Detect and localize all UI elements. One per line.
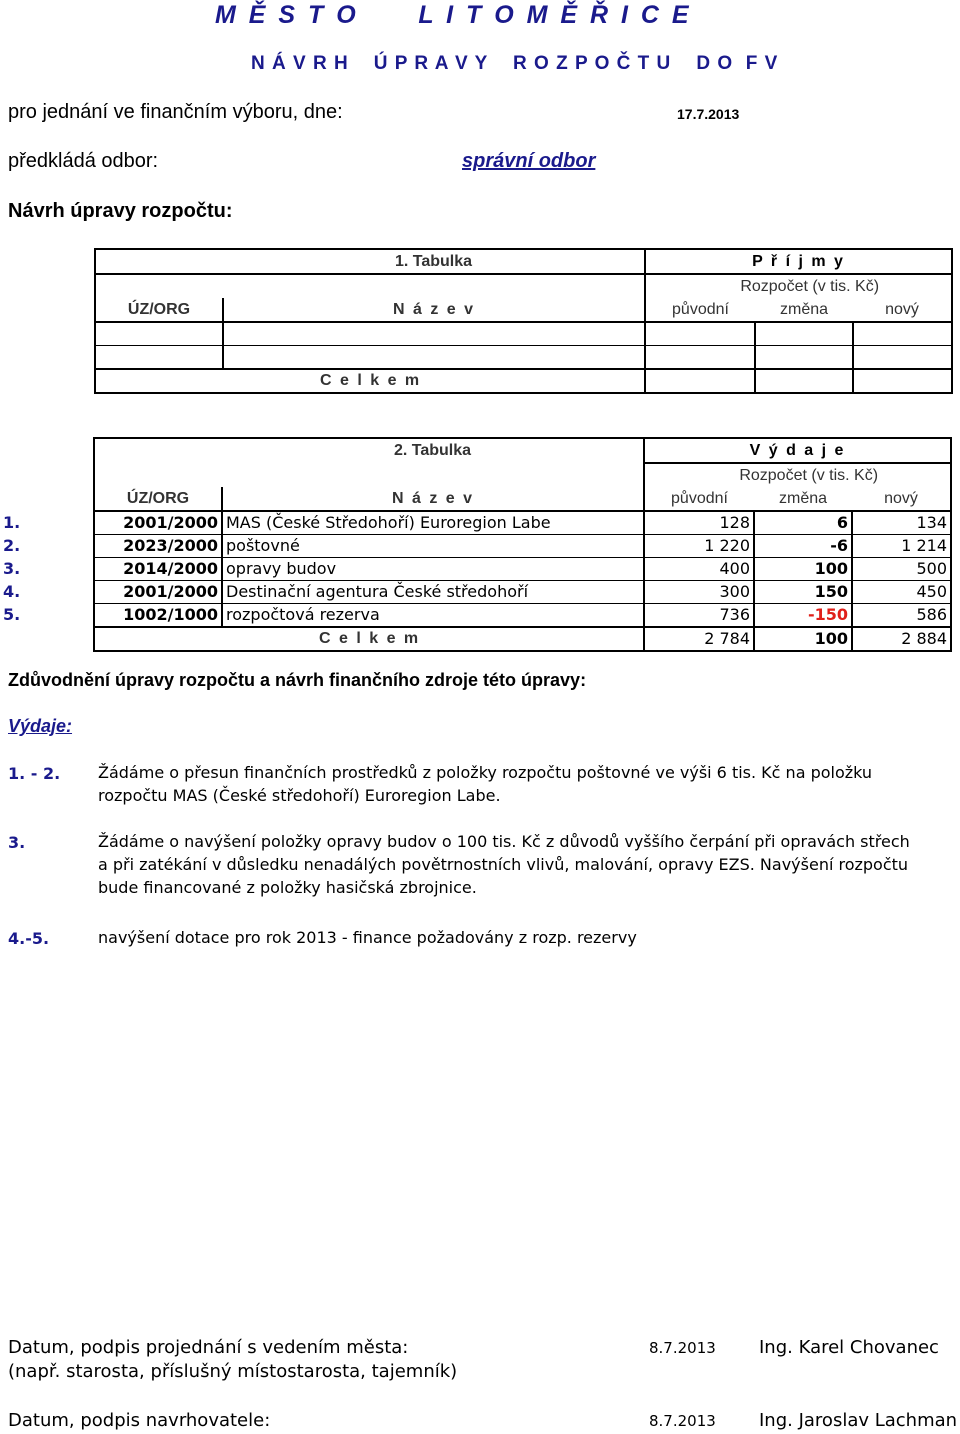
- row-number: 1.: [3, 512, 21, 532]
- item-text: Žádáme o přesun finančních prostředků z položky rozpočtu poštovné ve výši 6 tis. Kč na položku rozpočtu MAS (České středohoří) Euroregion Labe.: [98, 763, 873, 805]
- submitter-department: správní odbor: [462, 150, 596, 172]
- table1-section: P ř í j m y: [645, 249, 952, 274]
- item-number: 1. - 2.: [8, 764, 61, 783]
- table1-col-uz: ÚZ/ORG: [95, 298, 223, 322]
- table2-section: V ý d a j e: [644, 438, 951, 463]
- table-row: [0, 511, 951, 535]
- row-new: 134: [852, 511, 951, 535]
- row-change: 100: [754, 558, 852, 581]
- row-number: 2.: [3, 536, 21, 555]
- table2-col-uz: ÚZ/ORG: [94, 487, 222, 511]
- row-change: 6: [754, 511, 852, 535]
- row-change: -6: [754, 535, 852, 558]
- item-text: navýšení dotace pro rok 2013 - finance požadovány z rozp. rezervy: [98, 928, 637, 947]
- table1-col-new: nový: [853, 298, 952, 322]
- signature1-label: Datum, podpis projednání s vedením města:: [8, 1337, 409, 1358]
- row-original: 128: [644, 511, 754, 535]
- row-original: 736: [644, 604, 754, 628]
- item-number: 3.: [8, 833, 26, 852]
- row-original: 400: [644, 558, 754, 581]
- row-new: 586: [852, 604, 951, 628]
- proposal-heading: Návrh úpravy rozpočtu:: [8, 200, 233, 222]
- signature2-label: Datum, podpis navrhovatele:: [8, 1410, 271, 1431]
- meeting-date: 17.7.2013: [677, 106, 740, 122]
- item-text: Žádáme o navýšení položky opravy budov o 100 tis. Kč z důvodů vyššího čerpání při opravách střech a při zatékání v důsledku nenadálých povětrnostních vlivů, malování, opravy EZS. Navýšení rozpočtu bude financované z položky hasičská zbrojnice.: [98, 832, 910, 897]
- row-code: 2023/2000: [94, 535, 222, 558]
- document-subtitle: N Á V R H Ú P R A V Y R O Z P O Č T U D O F V: [251, 53, 779, 74]
- row-code: 1002/1000: [94, 604, 222, 628]
- item-number: 4.-5.: [8, 929, 50, 948]
- row-new: 450: [852, 581, 951, 604]
- table2-total-new: 2 884: [852, 627, 951, 651]
- row-name: MAS (České Středohoří) Euroregion Labe: [222, 511, 644, 535]
- signature1-note: (např. starosta, příslušný místostarosta, tajemník): [8, 1361, 458, 1382]
- row-name: poštovné: [222, 535, 644, 558]
- row-new: 500: [852, 558, 951, 581]
- meeting-label: pro jednání ve finančním výboru, dne:: [8, 101, 343, 123]
- signature2-date: 8.7.2013: [649, 1412, 716, 1430]
- row-code: 2001/2000: [94, 581, 222, 604]
- row-original: 300: [644, 581, 754, 604]
- table2-budget-label: Rozpočet (v tis. Kč): [644, 463, 951, 487]
- table1-budget-label: Rozpočet (v tis. Kč): [645, 274, 952, 298]
- row-number: 4.: [3, 582, 21, 601]
- row-new: 1 214: [852, 535, 951, 558]
- justification-heading: Zdůvodnění úpravy rozpočtu a návrh finančního zdroje této úpravy:: [8, 670, 587, 690]
- table1-col-name: N á z e v: [223, 298, 645, 322]
- justification-section: Výdaje:: [8, 716, 73, 736]
- table2-col-name: N á z e v: [222, 487, 644, 511]
- signature1-name: Ing. Karel Chovanec: [759, 1337, 939, 1358]
- row-name: opravy budov: [222, 558, 644, 581]
- table2-col-change: změna: [754, 487, 852, 511]
- city-title: M Ě S T O L I T O M Ě Ř I C E: [215, 1, 692, 29]
- table-row: [0, 558, 951, 581]
- row-name: rozpočtová rezerva: [222, 604, 644, 628]
- row-code: 2001/2000: [94, 511, 222, 535]
- table-row: [0, 604, 951, 628]
- row-code: 2014/2000: [94, 558, 222, 581]
- income-table: [94, 248, 953, 394]
- table2-total-orig: 2 784: [644, 627, 754, 651]
- table-row: [0, 535, 951, 558]
- expense-table: [0, 437, 952, 652]
- table-row: [0, 581, 951, 604]
- row-change: 150: [754, 581, 852, 604]
- table-row: [95, 322, 952, 346]
- table1-total-label: C e l k e m: [223, 369, 645, 393]
- row-original: 1 220: [644, 535, 754, 558]
- row-number: 5.: [3, 605, 21, 625]
- table1-caption: 1. Tabulka: [223, 249, 645, 274]
- table2-caption: 2. Tabulka: [222, 438, 644, 463]
- table2-col-new: nový: [852, 487, 951, 511]
- signature2-name: Ing. Jaroslav Lachman: [759, 1410, 958, 1431]
- row-name: Destinační agentura České středohoří: [222, 581, 644, 604]
- submitter-label: předkládá odbor:: [8, 150, 159, 172]
- table1-col-change: změna: [755, 298, 853, 322]
- row-number: 3.: [3, 559, 21, 578]
- table-row: [95, 346, 952, 370]
- signature1-date: 8.7.2013: [649, 1339, 716, 1357]
- table2-total-change: 100: [754, 627, 852, 651]
- table2-col-orig: původní: [644, 487, 754, 511]
- table1-col-orig: původní: [645, 298, 755, 322]
- table2-total-label: C e l k e m: [222, 627, 644, 651]
- row-change: -150: [754, 604, 852, 628]
